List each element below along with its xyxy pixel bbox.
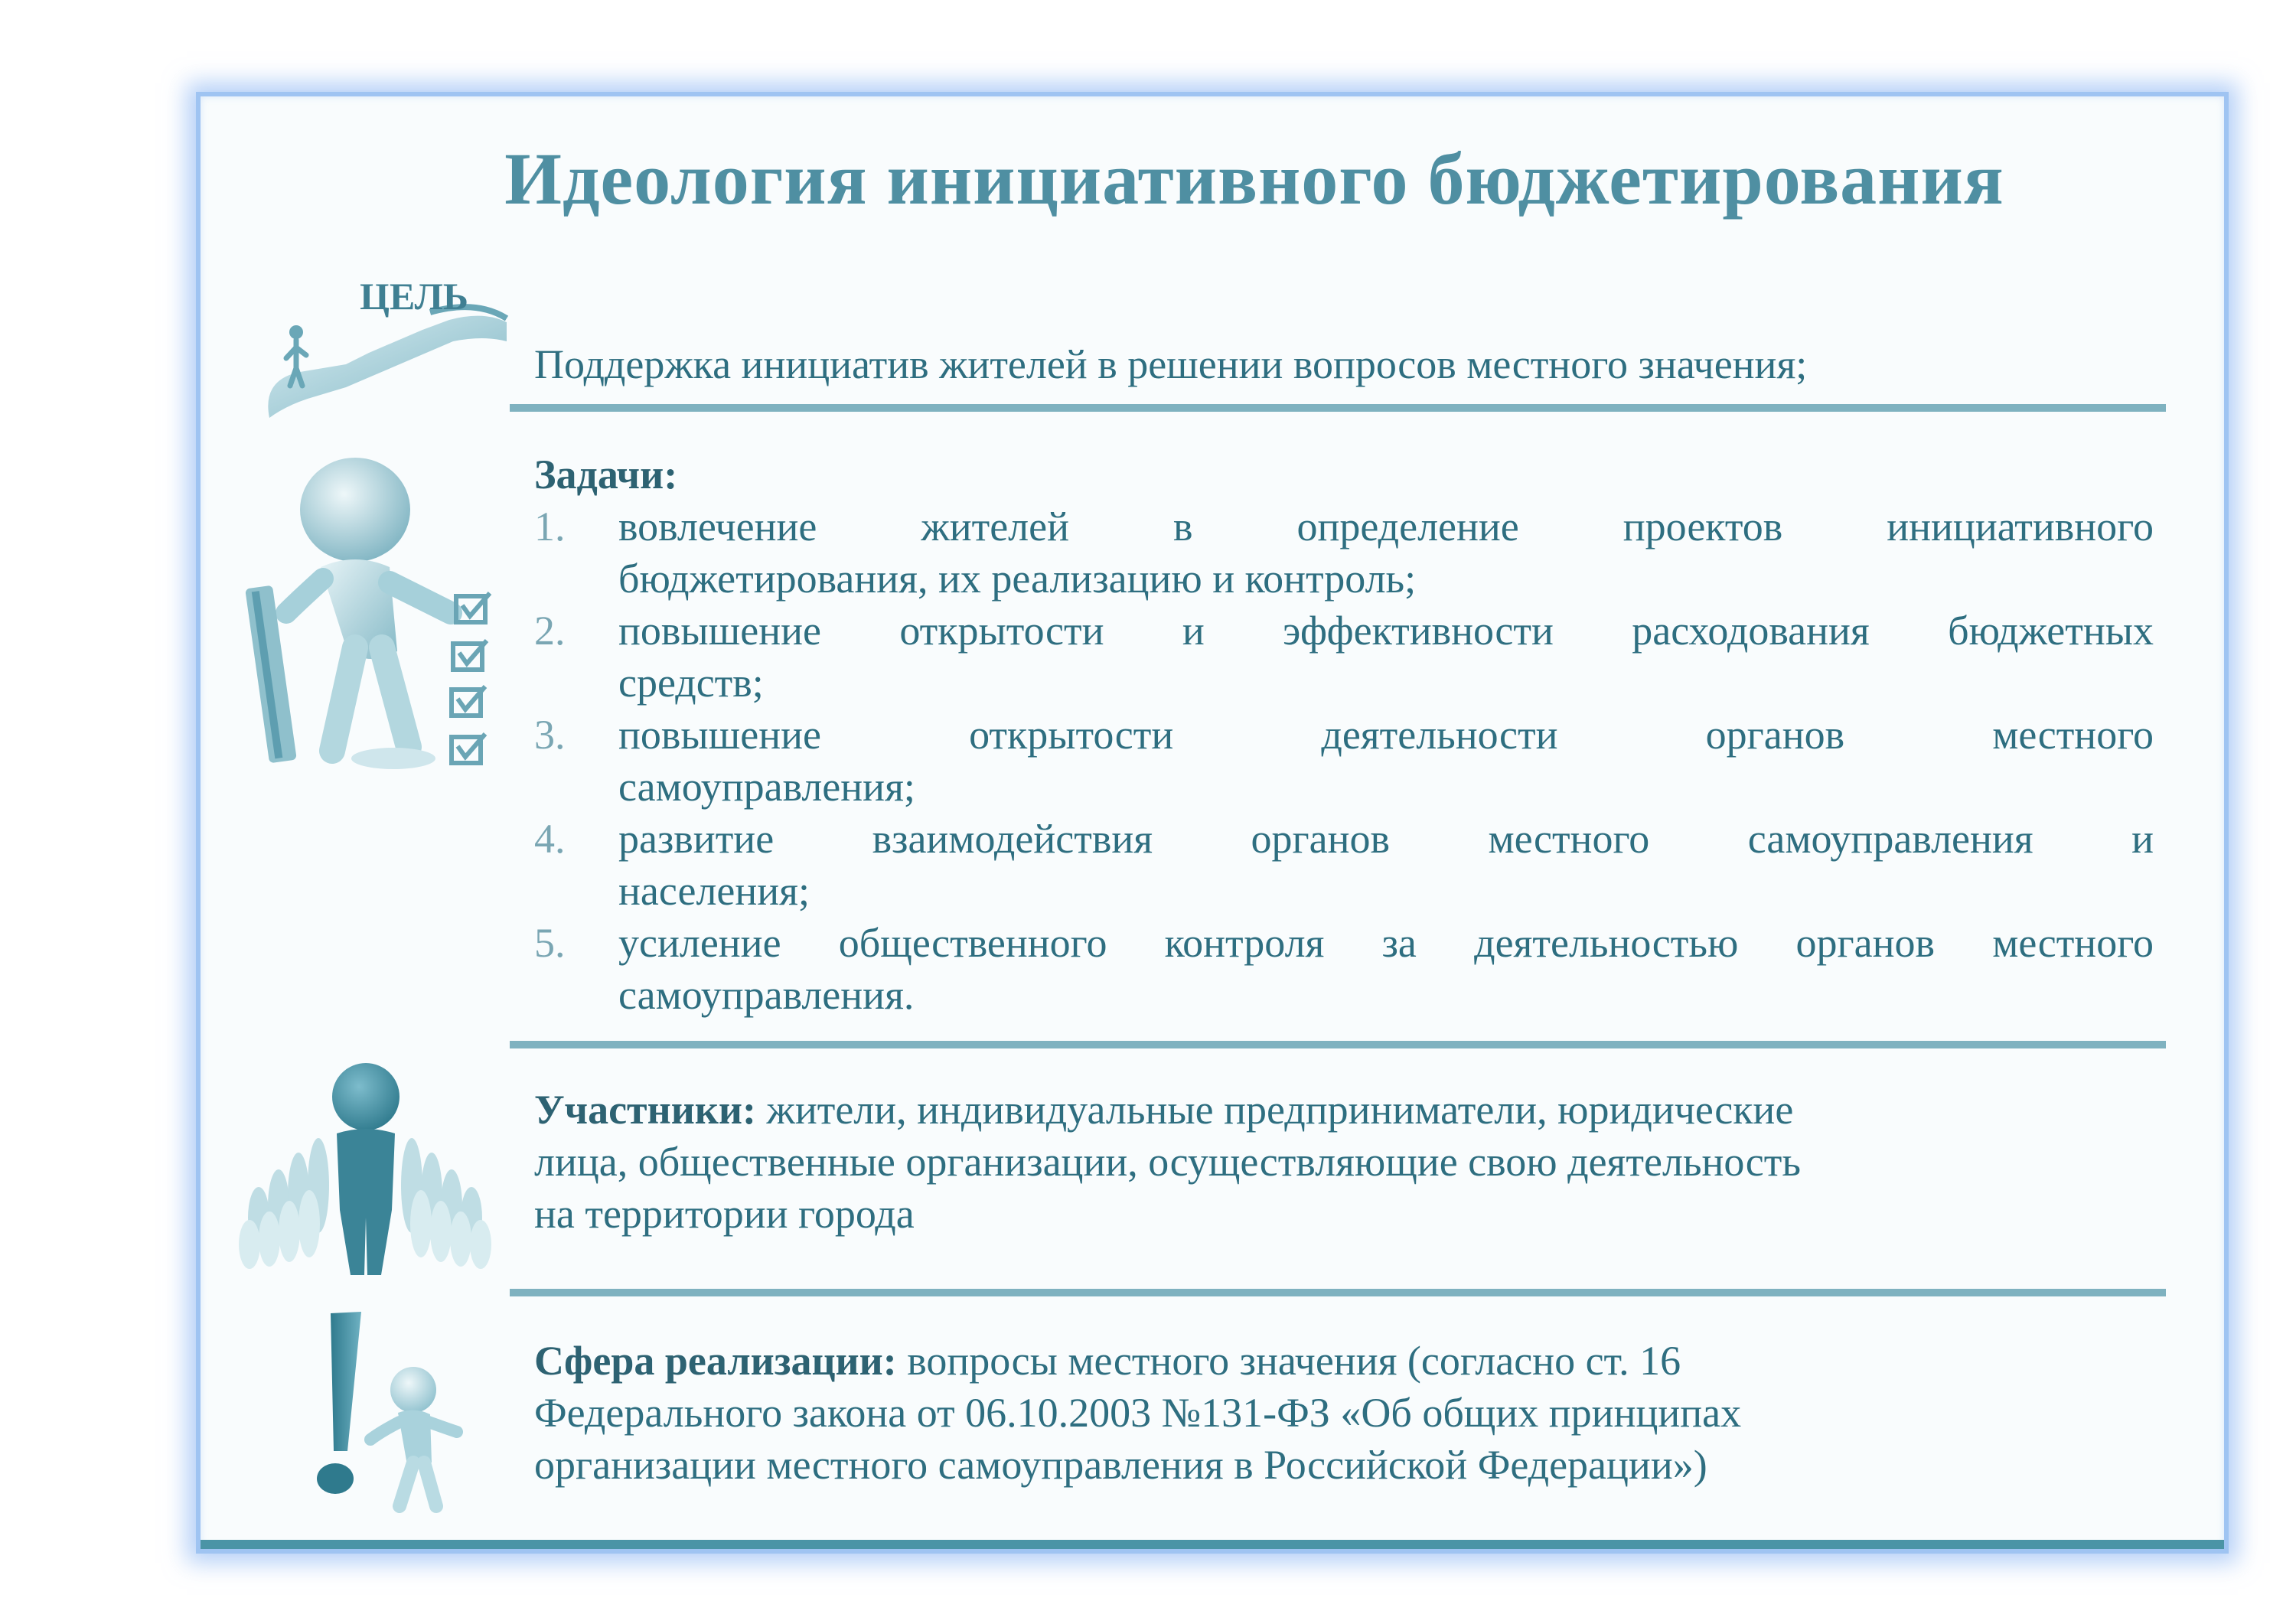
slide-title: Идеология инициативного бюджетирования [504,138,2004,220]
list-item-text: усиление общественного контроля за деятельностью органов местного [618,920,2154,966]
scope-label: Сфера реализации: [534,1338,897,1384]
divider [510,404,2166,412]
list-item-text: средств; [618,660,764,706]
list-item-text: населения; [618,868,810,914]
scope-text [534,1335,2154,1491]
participants-text [534,1084,2154,1240]
participants-line: жители, индивидуальные предприниматели, юридические [756,1087,1794,1133]
list-item [534,813,2154,917]
list-item-text: повышение открытости и эффективности расходования бюджетных [618,608,2154,654]
tasks-heading: Задачи: [534,452,678,497]
divider [510,1289,2166,1296]
list-item-number: 5. [534,920,566,966]
scope-line: вопросы местного значения (согласно ст. 16 [896,1338,1681,1384]
scope-line: Федерального закона от 06.10.2003 №131-ФЗ «Об общих принципах [534,1390,1742,1436]
list-item-text: бюджетирования, их реализацию и контроль; [618,556,1417,602]
tasks-list [534,501,2154,1021]
exclamation-figure-icon [300,1306,484,1520]
slide-bottom-bar [201,1540,2224,1549]
list-item-number: 3. [534,712,566,758]
list-item-number: 4. [534,816,566,862]
list-item-text: самоуправления. [618,972,915,1018]
list-item [534,501,2154,605]
checklist-figure-icon [240,452,516,781]
scope-line: организации местного самоуправления в Российской Федерации») [534,1442,1707,1488]
slide [196,92,2229,1554]
list-item-text: вовлечение жителей в определение проектов инициативного [618,504,2154,549]
list-item [534,709,2154,813]
goal-text: Поддержка инициатив жителей в решении вопросов местного значения; [534,341,1808,387]
crowd-leader-icon [228,1057,504,1286]
goal-icon-label: ЦЕЛЬ [360,275,468,318]
list-item-text: повышение открытости деятельности органов местного [618,712,2154,758]
divider [510,1041,2166,1048]
list-item [534,605,2154,709]
list-item [534,917,2154,1021]
list-item-text: развитие взаимодействия органов местного самоуправления и [618,816,2154,862]
list-item-text: самоуправления; [618,764,915,810]
participants-label: Участники: [534,1087,757,1133]
list-item-number: 1. [534,504,566,549]
goal-staircase-icon [254,265,514,426]
participants-line: лица, общественные организации, осуществляющие свою деятельность [534,1139,1801,1185]
list-item-number: 2. [534,608,566,654]
participants-line: на территории города [534,1191,915,1237]
